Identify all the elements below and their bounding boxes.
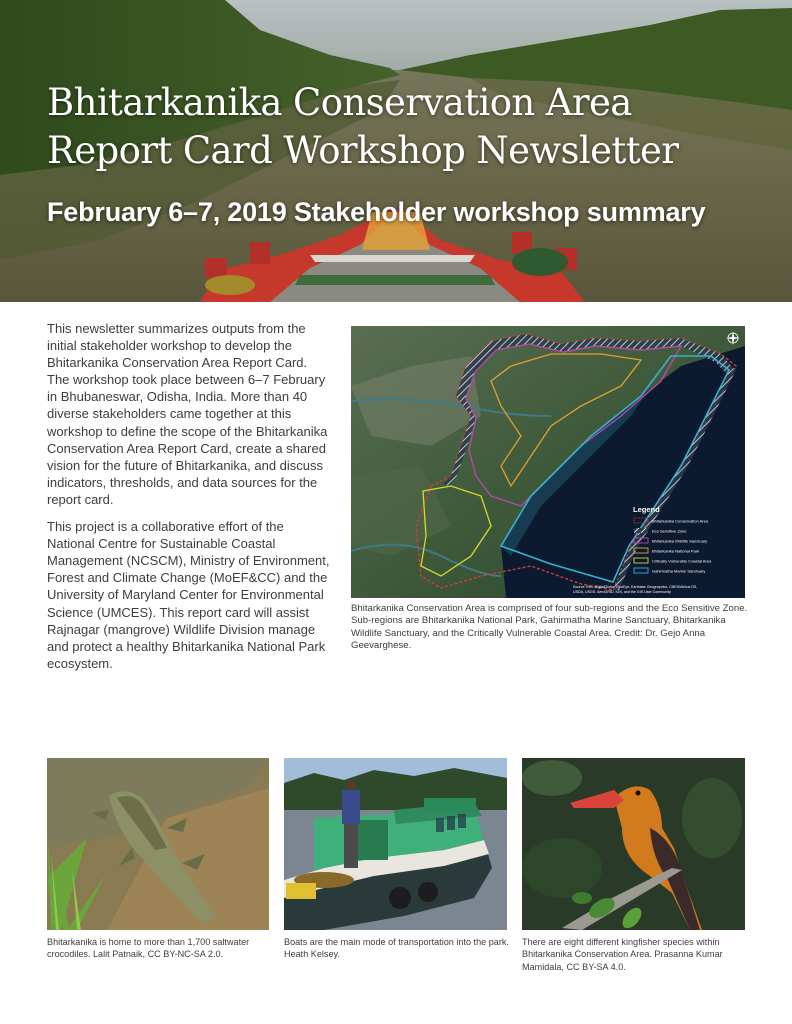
svg-text:Gahirmatha Marine Sanctuary: Gahirmatha Marine Sanctuary	[652, 568, 706, 574]
crocodile-photo	[47, 758, 269, 930]
boat-photo	[284, 758, 507, 930]
svg-text:USDA, USGS, AeroGRID, IGN, and: USDA, USGS, AeroGRID, IGN, and the GIS User Community	[573, 590, 671, 594]
svg-text:Eco Sensitive Zone: Eco Sensitive Zone	[652, 528, 687, 534]
intro-paragraph-1: This newsletter summarizes outputs from the initial stakeholder workshop to develop the Bhitarkanika Conservation Area Report Card. The workshop took place between 6–7 February in Bhubaneswar, Odisha, India. More than 40 diverse stakeholders came together at this workshop to define the scope of the Bhitarkanika Conservation Area Report Card, create a shared vision for the future of Bhitarkanika, and discuss indicators, thresholds, and data sources for the report card.	[47, 321, 328, 507]
svg-text:Bhitarkanika National Park: Bhitarkanika National Park	[652, 548, 700, 554]
hero-banner	[0, 0, 792, 302]
svg-text:Bhitarkanika Wildlife Sanctuar: Bhitarkanika Wildlife Sanctuary	[652, 538, 708, 544]
map-caption: Bhitarkanika Conservation Area is comprised of four sub-regions and the Eco Sensitive Zone. Sub-regions are Bhitarkanika National Park, Gahirmatha Marine Sanctuary, Bhitarkanika Wildlife Sanctuary, and the Critically Vulnerable Coastal Area. Credit: Dr. Gejo Anna Geevarghese.	[351, 603, 748, 651]
svg-text:Critically Vulnerable Coastal: Critically Vulnerable Coastal Area	[652, 558, 712, 564]
boat-photo-caption: Boats are the main mode of transportation into the park. Heath Kelsey.	[284, 937, 509, 960]
newsletter-title: Bhitarkanika Conservation Area Report Card Workshop Newsletter	[47, 81, 679, 172]
intro-paragraph-2: This project is a collaborative effort of the National Centre for Sustainable Coastal Management (NCSCM), Ministry of Environment, Forest and Climate Change (MoEF&CC) and the University of Maryland Center for Environmental Science (UMCES). This report card will assist Rajnagar (mangrove) Wildlife Division manage and protect a healthy Bhitarkanika National Park ecosystem.	[47, 519, 330, 671]
kingfisher-photo	[522, 758, 745, 930]
crocodile-photo-caption: Bhitarkanika is home to more than 1,700 saltwater crocodiles. Lalit Patnaik, CC BY-NC-SA 2.0.	[47, 937, 250, 960]
svg-text:Legend: Legend	[633, 505, 660, 514]
svg-text:Source: Esri, DigitalGlobe, Ge: Source: Esri, DigitalGlobe, GeoEye, Earthstar Geographics, CNES/Airbus DS,	[573, 585, 698, 589]
svg-text:Bhitarkanika Conservation Area: Bhitarkanika Conservation Area	[652, 518, 709, 524]
kingfisher-photo-caption: There are eight different kingfisher species within Bhitarkanika Conservation Area. Prasanna Kumar Mamidala, CC BY-SA 4.0.	[522, 937, 723, 972]
newsletter-subtitle: February 6–7, 2019 Stakeholder workshop summary	[47, 197, 706, 227]
intro-text-column	[47, 320, 332, 682]
conservation-area-map	[351, 326, 745, 598]
